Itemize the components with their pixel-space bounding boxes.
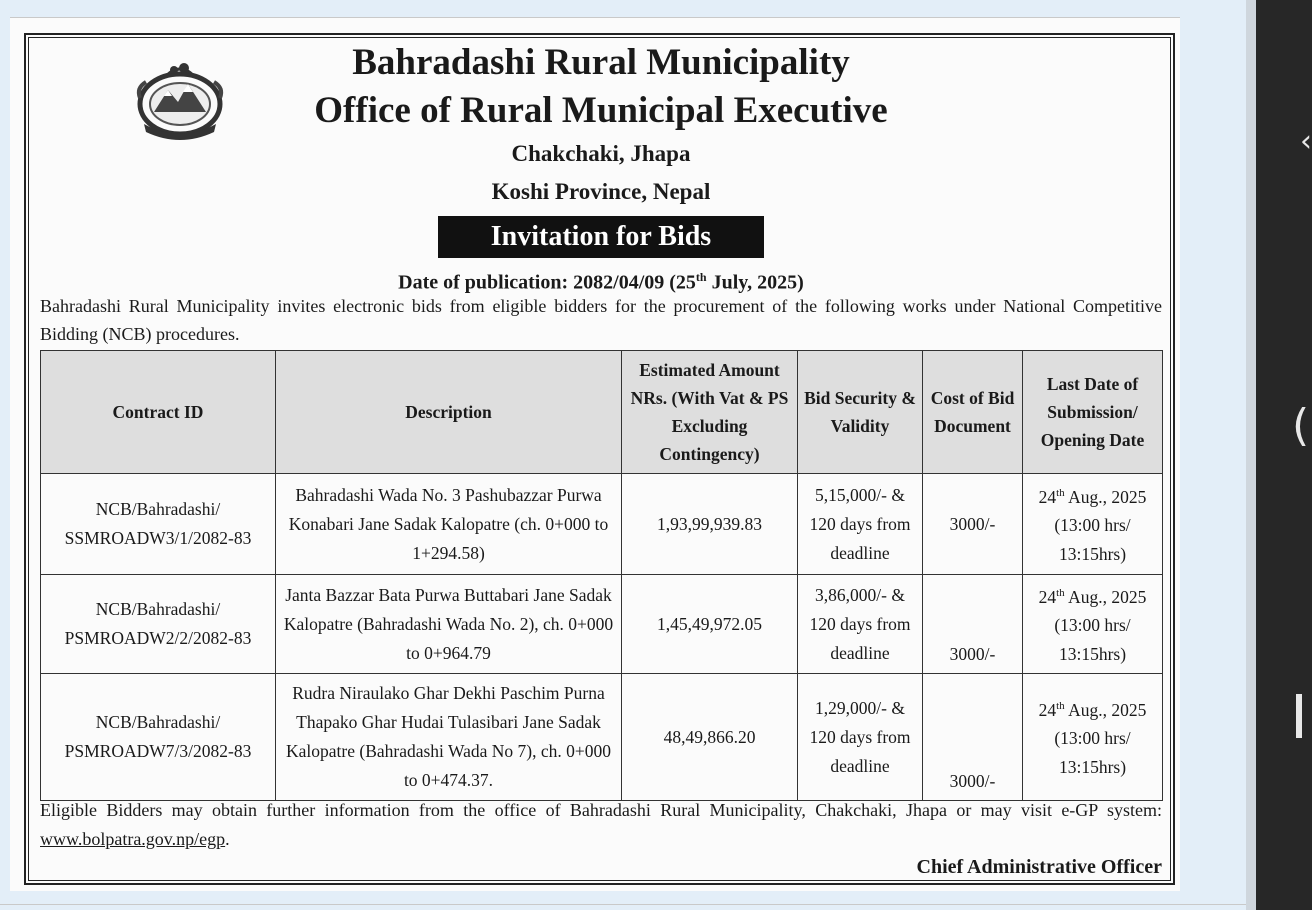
table-header-row	[41, 351, 1163, 474]
cost-cell: 3000/-	[923, 674, 1023, 801]
divider	[10, 17, 1180, 18]
office-province: Koshi Province, Nepal	[491, 179, 711, 204]
egp-link[interactable]: www.bolpatra.gov.np/egp	[40, 829, 226, 849]
footer-text: Eligible Bidders may obtain further information from the office of Bahradashi Rural Municipality, Chakchaki, Jhapa or may visit e-GP system:	[40, 800, 1162, 820]
last-date-cell	[1023, 674, 1163, 801]
office-location: Chakchaki, Jhapa	[511, 141, 691, 166]
date-time: (13:00 hrs/ 13:15hrs)	[1054, 515, 1131, 565]
publication-date-sup: th	[695, 270, 707, 284]
header-description: Description	[276, 351, 622, 474]
date-rest: Aug., 2025	[1064, 699, 1147, 720]
date-time: (13:00 hrs/ 13:15hrs)	[1054, 728, 1131, 778]
amount-cell: 1,93,99,939.83	[622, 474, 798, 575]
date-sup: th	[1056, 586, 1065, 599]
date-sup: th	[1056, 699, 1065, 712]
publication-date-prefix: Date of publication: 2082/04/09 (25	[398, 271, 696, 294]
table-row	[41, 575, 1163, 674]
header-estimated-amount: Estimated Amount NRs. (With Vat & PS Excluding Contingency)	[622, 351, 798, 474]
description-cell: Rudra Niraulako Ghar Dekhi Paschim Purna Thapako Ghar Hudai Tulasibari Jane Sadak Kalopatre (Bahradashi Wada No 7), ch. 0+000 to 0+474.37.	[276, 674, 622, 801]
date-day: 24	[1038, 586, 1057, 607]
bar-icon[interactable]	[1296, 694, 1302, 738]
date-rest: Aug., 2025	[1064, 486, 1147, 507]
page-title: Bahradashi Rural Municipality	[352, 42, 850, 83]
contract-id-part: NCB/Bahradashi/	[95, 499, 221, 519]
footer-text-end: .	[225, 829, 230, 849]
last-date-cell	[1023, 474, 1163, 575]
cost-cell: 3000/-	[923, 474, 1023, 575]
contract-id-cell	[41, 674, 276, 801]
signatory: Chief Administrative Officer	[916, 856, 1162, 878]
amount-cell: 1,45,49,972.05	[622, 575, 798, 674]
description-cell: Janta Bazzar Bata Purwa Buttabari Jane Sadak Kalopatre (Bahradashi Wada No. 2), ch. 0+000 to 0+964.79	[276, 575, 622, 674]
date-day: 24	[1038, 699, 1057, 720]
chevron-left-icon[interactable]: ‹	[1300, 124, 1312, 159]
table-row	[41, 674, 1163, 801]
intro-paragraph: Bahradashi Rural Municipality invites electronic bids from eligible bidders for the procurement of the following works under National Competitive Bidding (NCB) procedures.	[40, 296, 1162, 344]
footer-paragraph	[40, 796, 1162, 854]
date-day: 24	[1038, 486, 1057, 507]
description-cell: Bahradashi Wada No. 3 Pashubazzar Purwa Konabari Jane Sadak Kalopatre (ch. 0+000 to 1+294.58)	[276, 474, 622, 575]
contract-id-part: PSMROADW2/2/2082-83	[64, 628, 252, 648]
publication-date	[40, 264, 1162, 296]
viewer-edge	[1246, 0, 1256, 910]
amount-cell: 48,49,866.20	[622, 674, 798, 801]
date-rest: Aug., 2025	[1064, 586, 1147, 607]
contract-id-part: SSMROADW3/1/2082-83	[64, 528, 252, 548]
security-cell: 5,15,000/- & 120 days from deadline	[798, 474, 923, 575]
contract-id-part: NCB/Bahradashi/	[95, 712, 221, 732]
cost-cell: 3000/-	[923, 575, 1023, 674]
office-subtitle: Office of Rural Municipal Executive	[314, 90, 888, 131]
header-contract-id: Contract ID	[41, 351, 276, 474]
contract-id-part: PSMROADW7/3/2082-83	[64, 741, 252, 761]
security-cell: 1,29,000/- & 120 days from deadline	[798, 674, 923, 801]
bids-table	[40, 350, 1163, 801]
date-time: (13:00 hrs/ 13:15hrs)	[1054, 615, 1131, 665]
divider	[0, 904, 1246, 905]
table-row	[41, 474, 1163, 575]
date-sup: th	[1056, 486, 1065, 499]
header-last-date: Last Date of Submission/ Opening Date	[1023, 351, 1163, 474]
header-cost: Cost of Bid Document	[923, 351, 1023, 474]
notice-label: Invitation for Bids	[438, 216, 764, 258]
contract-id-cell	[41, 575, 276, 674]
header-bid-security: Bid Security & Validity	[798, 351, 923, 474]
crop-handle-icon[interactable]: (	[1292, 400, 1310, 451]
last-date-cell	[1023, 575, 1163, 674]
security-cell: 3,86,000/- & 120 days from deadline	[798, 575, 923, 674]
contract-id-part: NCB/Bahradashi/	[95, 599, 221, 619]
contract-id-cell	[41, 474, 276, 575]
publication-date-suffix: July, 2025)	[706, 271, 804, 294]
